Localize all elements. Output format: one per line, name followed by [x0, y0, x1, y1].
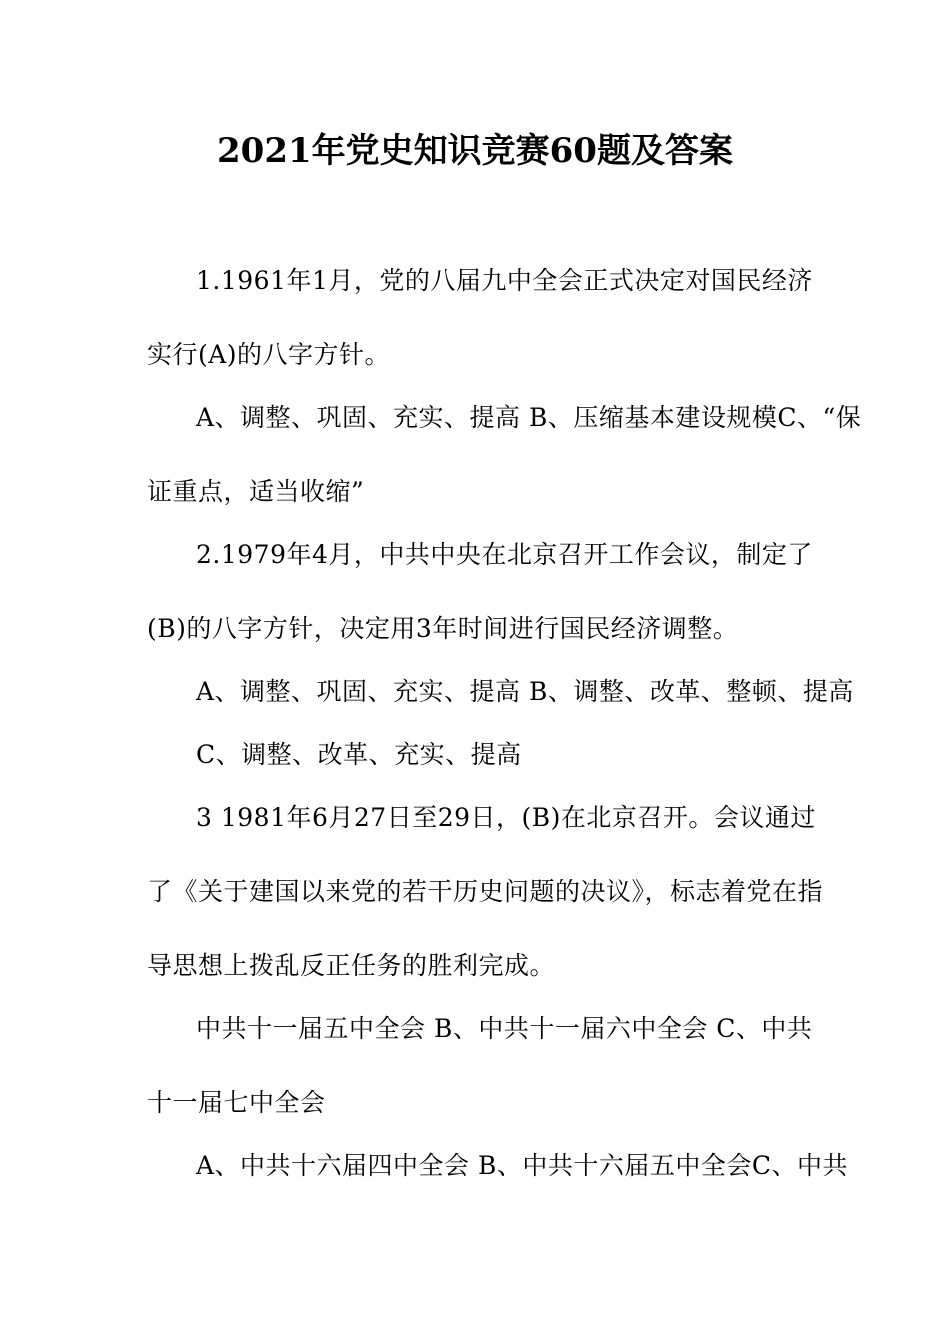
text-line-q3-cont-2: 导思想上拨乱反正任务的胜利完成。	[147, 951, 556, 980]
text-line-q3-options-cont: 十一届七中全会	[147, 1088, 326, 1117]
text-line-q1-options-cont: 证重点，适当收缩”	[147, 477, 365, 506]
text-line-q2: 2.1979年4月，中共中央在北京召开工作会议，制定了	[196, 540, 813, 569]
text-line-q4-options: A、中共十六届四中全会 B、中共十六届五中全会C、中共	[196, 1151, 849, 1180]
text-line-q3: 3 1981年6月27日至29日，(B)在北京召开。会议通过	[196, 803, 816, 832]
document-title: 2021年党史知识竞赛60题及答案	[217, 131, 733, 171]
text-line-q3-cont: 了《关于建国以来党的若干历史问题的决议》，标志着党在指	[147, 877, 824, 906]
text-line-q1: 1.1961年1月，党的八届九中全会正式决定对国民经济	[196, 266, 813, 295]
text-line-q3-options: 中共十一届五中全会 B、中共十一届六中全会 C、中共	[196, 1014, 813, 1043]
text-line-q2-options: A、调整、巩固、充实、提高 B、调整、改革、整顿、提高	[196, 677, 854, 706]
text-line-q1-options: A、调整、巩固、充实、提高 B、压缩基本建设规模C、“保	[196, 403, 862, 432]
text-line-q2-options-cont: C、调整、改革、充实、提高	[196, 740, 522, 769]
text-line-q1-cont: 实行(A)的八字方针。	[147, 340, 391, 369]
text-line-q2-cont: (B)的八字方针，决定用3年时间进行国民经济调整。	[147, 614, 739, 643]
